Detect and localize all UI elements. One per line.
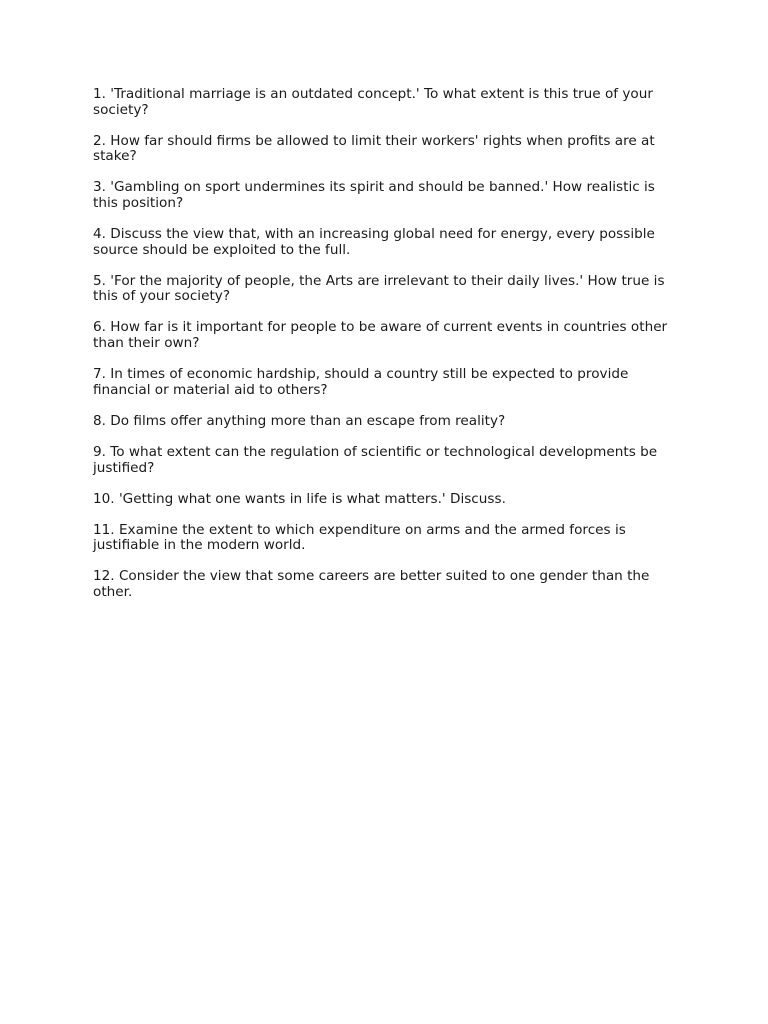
question-4: 4. Discuss the view that, with an increasing global need for energy, every possible source should be exploited to the full.	[93, 226, 655, 258]
question-9: 9. To what extent can the regulation of scientific or technological developments be justified?	[93, 443, 658, 476]
question-10: 10. 'Getting what one wants in life is what matters.' Discuss.	[93, 490, 506, 507]
question-12: 12. Consider the view that some careers are better suited to one gender than the other.	[93, 568, 650, 600]
question-3: 3. 'Gambling on sport undermines its spirit and should be banned.' How realistic is this position?	[93, 179, 655, 211]
question-7: 7. In times of economic hardship, should a country still be expected to provide financial or material aid to others?	[93, 366, 629, 398]
question-8: 8. Do films offer anything more than an escape from reality?	[93, 412, 506, 429]
question-1: 1. 'Traditional marriage is an outdated concept.' To what extent is this true of your society?	[93, 86, 653, 118]
question-2: 2. How far should firms be allowed to limit their workers' rights when profits are at stake?	[93, 132, 655, 165]
question-11: 11. Examine the extent to which expenditure on arms and the armed forces is justifiable in the modern world.	[93, 521, 626, 554]
question-6: 6. How far is it important for people to be aware of current events in countries other than their own?	[93, 319, 668, 352]
question-5: 5. 'For the majority of people, the Arts are irrelevant to their daily lives.' How true is this of your society?	[93, 272, 665, 305]
question-list	[93, 87, 683, 616]
